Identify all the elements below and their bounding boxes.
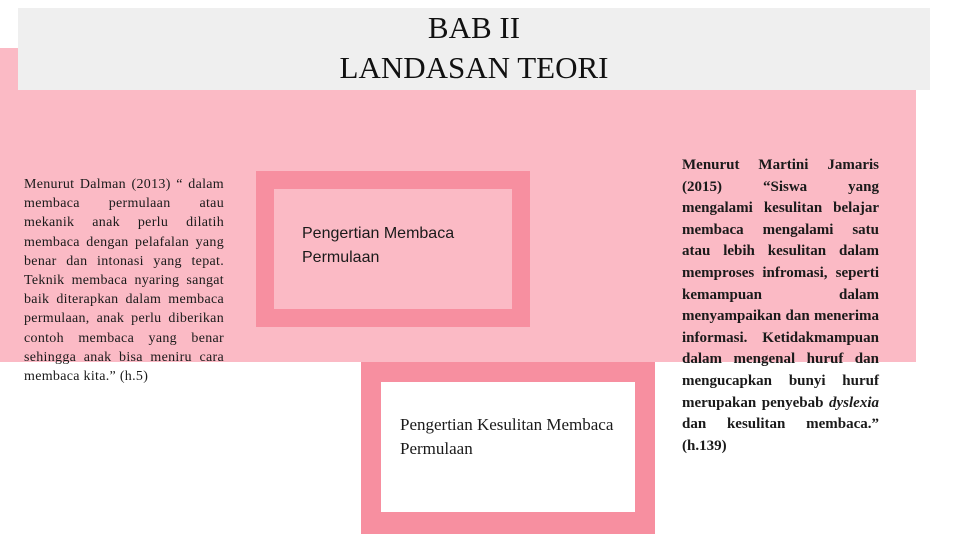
box1-label: Pengertian Membaca Permulaan bbox=[302, 225, 455, 266]
right-quote-italic: dyslexia bbox=[829, 394, 879, 411]
title-line-1: BAB II bbox=[427, 10, 521, 45]
title-line-2: LANDASAN TEORI bbox=[339, 50, 609, 85]
left-quote: Menurut Dalman (2013) “ dalam membaca permulaan atau mekanik anak perlu dilatih membaca dengan pelafalan yang benar dan intonasi yang tepat. Teknik membaca nyaring sangat baik diterapkan dalam membaca permulaan, anak perlu diberikan contoh membaca yang benar sehingga anak bisa meniru cara membaca kita.” (h.5) bbox=[24, 177, 224, 385]
right-quote-text-2: dan kesulitan membaca.” (h.139) bbox=[682, 416, 879, 454]
right-quote bbox=[682, 155, 879, 457]
right-quote-text-1: Menurut Martini Jamaris (2015) “Siswa yang mengalami kesulitan belajar membaca mengalami satu atau lebih kesulitan dalam memproses infromasi, seperti kemampuan dalam menyampaikan dan menerima informasi. Ketidakmampuan dalam mengenal huruf dan mengucapkan bunyi huruf merupakan penyebab bbox=[682, 157, 879, 411]
box2-label: Pengertian Kesulitan Membaca Permulaan bbox=[400, 415, 614, 458]
slide-title bbox=[18, 8, 930, 88]
